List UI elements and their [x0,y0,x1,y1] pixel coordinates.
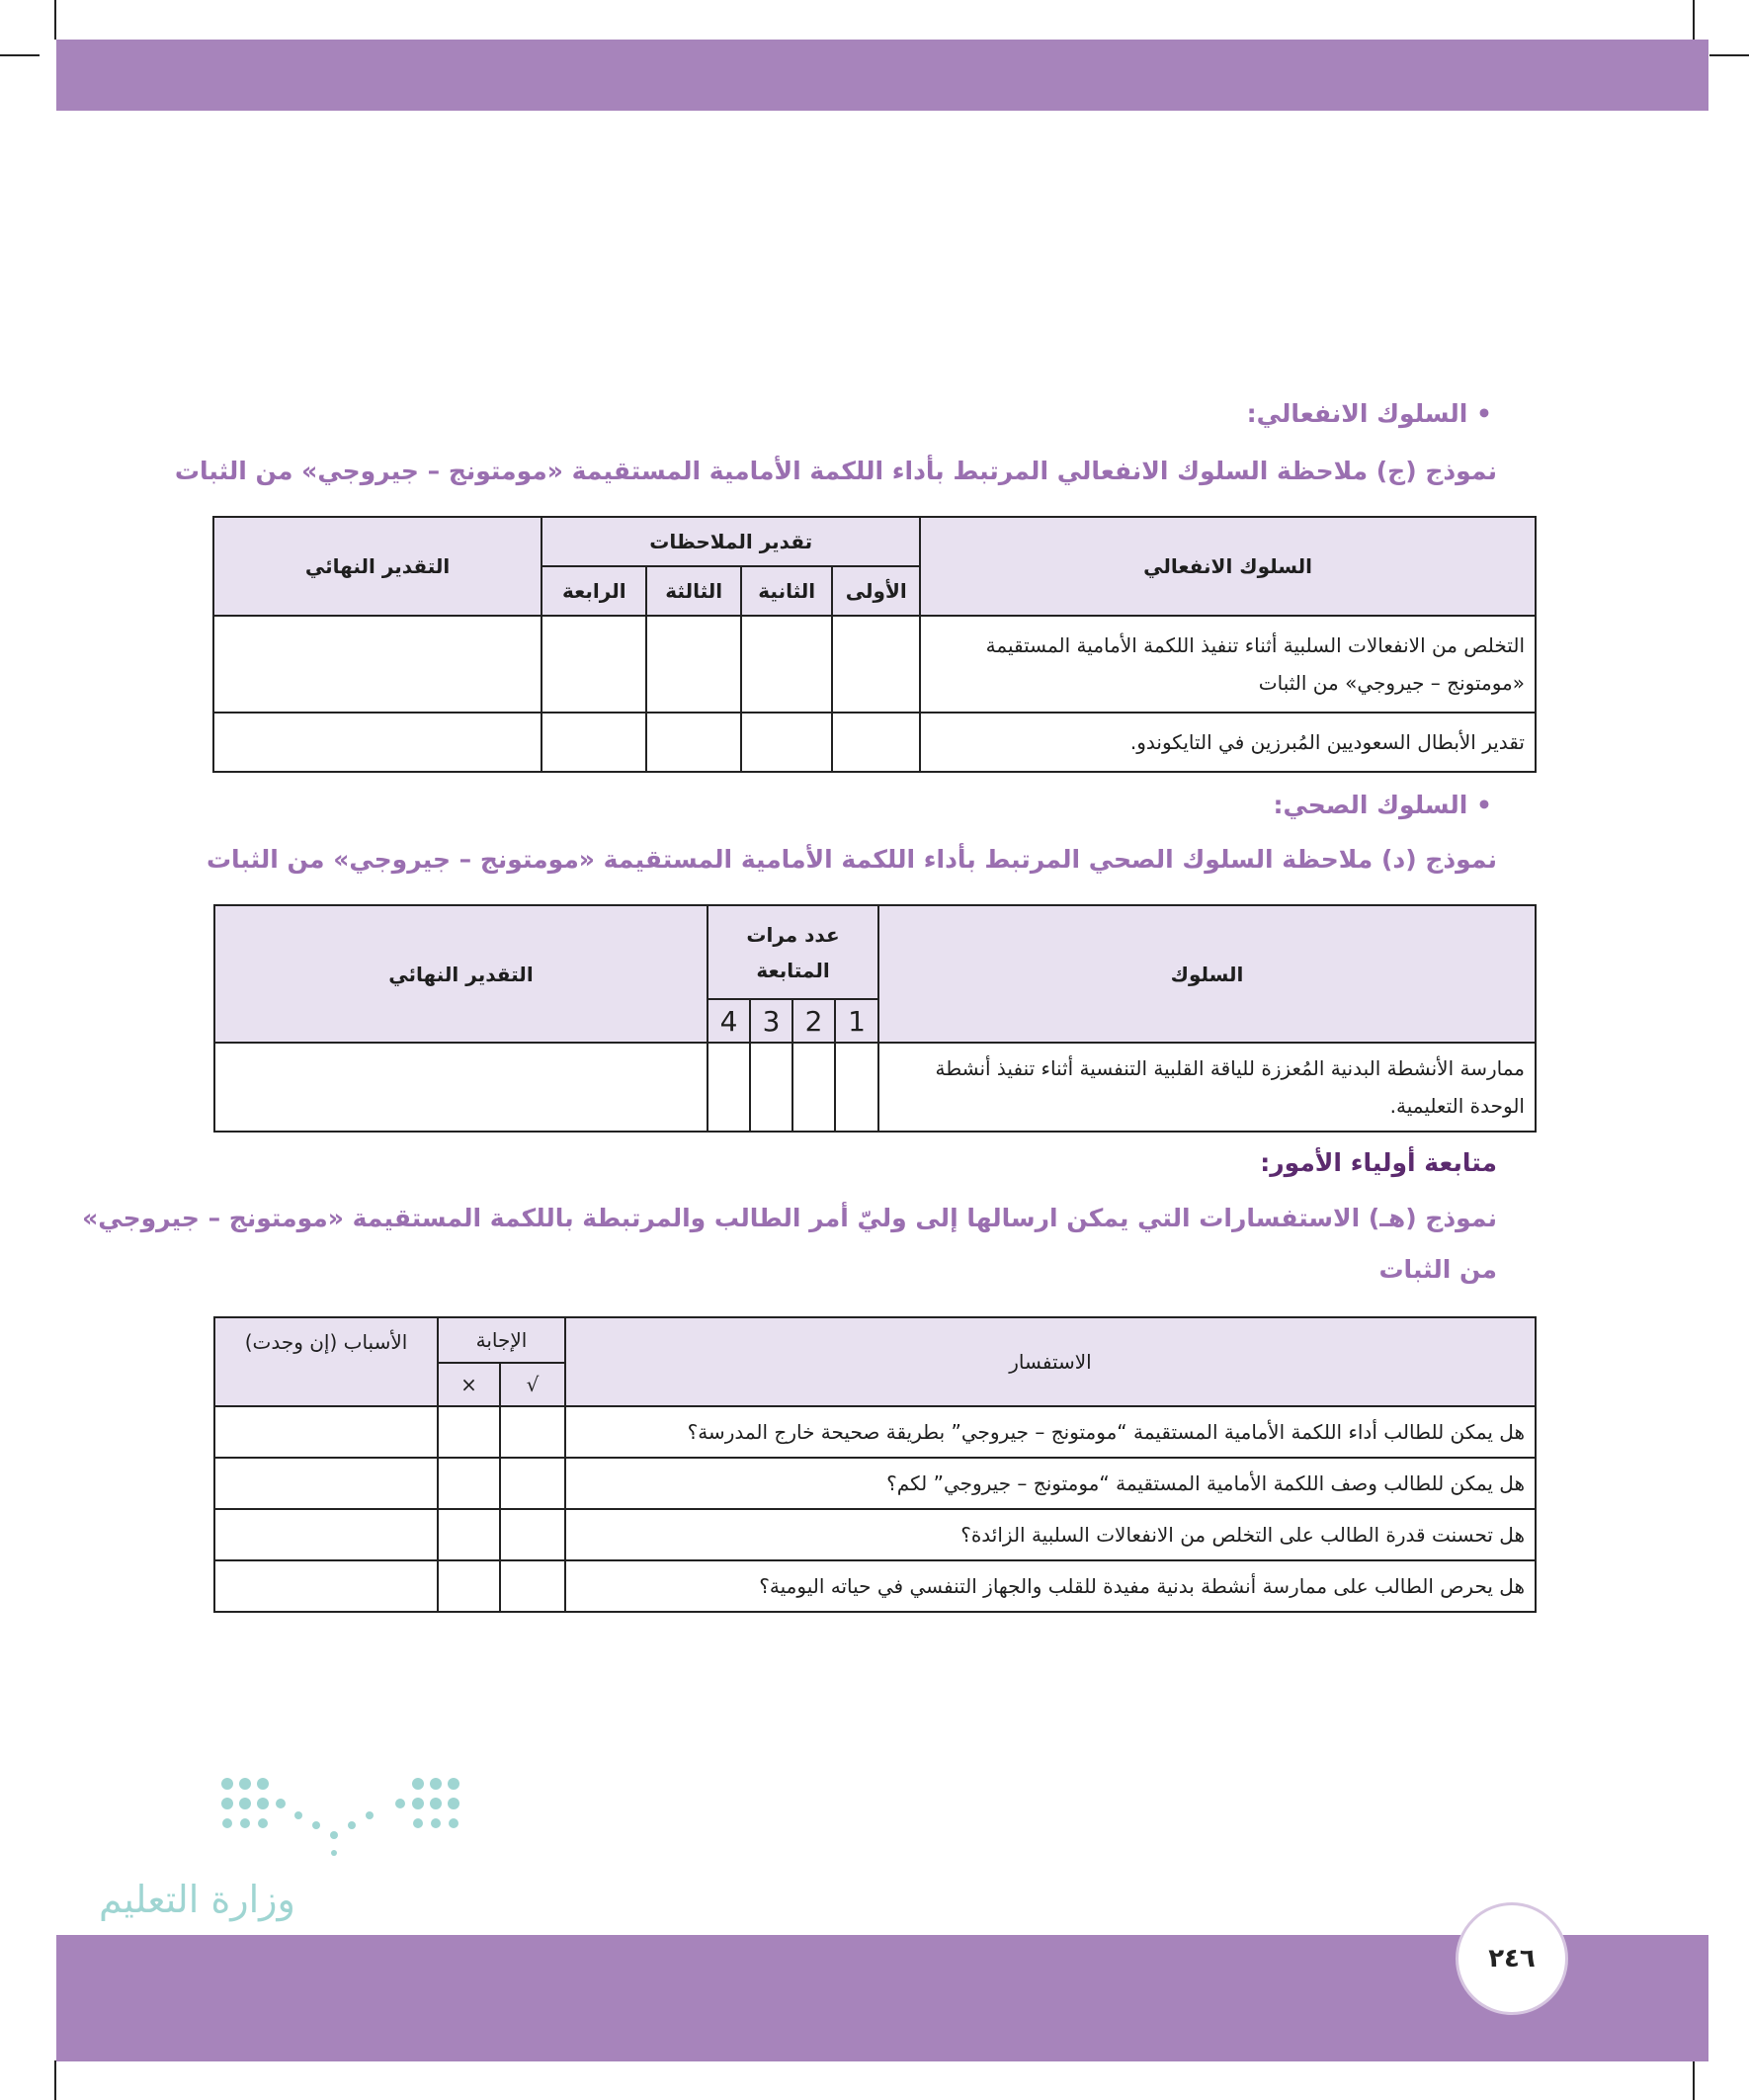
sub-col-header: الثانية [741,566,832,616]
col-header-behavior: السلوك [878,905,1536,1043]
col-header-final: التقدير النهائي [213,517,541,616]
emotional-table [212,516,1537,773]
table-row-text: هل يحرص الطالب على ممارسة أنشطة بدنية مفيدة للقلب والجهاز التنفسي في حياته اليومية؟ [565,1560,1536,1612]
col-header-final: التقدير النهائي [214,905,708,1043]
col-header-reasons: الأسباب (إن وجدت) [214,1317,438,1406]
table-row-text: هل يمكن للطالب أداء اللكمة الأمامية المستقيمة “مومتونج – جيروجي” بطريقة صحيحة خارج المدرسة؟ [565,1406,1536,1458]
top-band [56,40,1708,111]
sub-col-header: الثالثة [646,566,741,616]
table-row-text: التخلص من الانفعالات السلبية أثناء تنفيذ اللكمة الأمامية المستقيمة «مومتونج – جيروجي» من الثبات [920,616,1536,713]
answer-yes-cell[interactable] [500,1458,565,1509]
reasons-cell[interactable] [214,1509,438,1560]
answer-no-cell[interactable] [438,1560,500,1612]
answer-no-cell[interactable] [438,1509,500,1560]
crop-mark [1693,0,1695,40]
rating-cell[interactable] [646,616,741,713]
emotional-model-title: نموذج (ج) ملاحظة السلوك الانفعالي المرتبط بأداء اللكمة الأمامية المستقيمة «مومتونج – جيروجي» من الثبات [174,457,1497,485]
ministry-dots-logo-icon [217,1774,464,1863]
health-bullet: • السلوك الصحي: [1273,791,1492,819]
page-number: ٢٤٦ [1456,1902,1568,2015]
health-model-title: نموذج (د) ملاحظة السلوك الصحي المرتبط بأداء اللكمة الأمامية المستقيمة «مومتونج – جيروجي» من الثبات [206,845,1497,874]
col-header-behavior: السلوك الانفعالي [920,517,1536,616]
sub-col-header: الرابعة [541,566,646,616]
reasons-cell[interactable] [214,1406,438,1458]
crop-mark [1693,2060,1695,2100]
reasons-cell[interactable] [214,1458,438,1509]
count-cell[interactable] [835,1043,878,1132]
col-header-answer: الإجابة [438,1317,565,1363]
sub-col-header-yes: √ [500,1363,565,1406]
answer-yes-cell[interactable] [500,1560,565,1612]
crop-mark [0,54,40,56]
table-row-text: ممارسة الأنشطة البدنية المُعززة للياقة القلبية التنفسية أثناء تنفيذ أنشطة الوحدة التعليمية. [878,1043,1536,1132]
table-row-text: هل تحسنت قدرة الطالب على التخلص من الانفعالات السلبية الزائدة؟ [565,1509,1536,1560]
health-table [213,904,1537,1133]
sub-col-header: 3 [750,999,792,1043]
rating-cell[interactable] [541,713,646,772]
rating-cell[interactable] [541,616,646,713]
parents-model-title-line1: نموذج (هـ) الاستفسارات التي يمكن ارسالها إلى وليّ أمر الطالب والمرتبطة باللكمة المستقيمة «مومتونج – جيروجي» [82,1204,1497,1232]
sub-col-header: 1 [835,999,878,1043]
final-rating-cell[interactable] [214,1043,708,1132]
count-cell[interactable] [750,1043,792,1132]
sub-col-header: 4 [708,999,750,1043]
answer-no-cell[interactable] [438,1406,500,1458]
emotional-bullet: • السلوك الانفعالي: [1246,399,1492,428]
parents-model-title-line2: من الثبات [1378,1255,1497,1284]
count-cell[interactable] [708,1043,750,1132]
parents-heading: متابعة أولياء الأمور: [1260,1148,1497,1177]
rating-cell[interactable] [741,616,832,713]
sub-col-header-no: × [438,1363,500,1406]
count-cell[interactable] [792,1043,835,1132]
reasons-cell[interactable] [214,1560,438,1612]
final-rating-cell[interactable] [213,713,541,772]
crop-mark [54,2060,56,2100]
table-row-text: هل يمكن للطالب وصف اللكمة الأمامية المستقيمة “مومتونج – جيروجي” لكم؟ [565,1458,1536,1509]
answer-no-cell[interactable] [438,1458,500,1509]
answer-yes-cell[interactable] [500,1509,565,1560]
sub-col-header: 2 [792,999,835,1043]
col-header-question: الاستفسار [565,1317,1536,1406]
crop-mark [1709,54,1749,56]
rating-cell[interactable] [741,713,832,772]
final-rating-cell[interactable] [213,616,541,713]
ministry-logo-text: وزارة التعليم [99,1878,295,1921]
parents-table [213,1316,1537,1613]
col-header-rating: تقدير الملاحظات [541,517,920,566]
rating-cell[interactable] [832,616,920,713]
sub-col-header: الأولى [832,566,920,616]
col-header-count: عدد مرات المتابعة [708,905,878,999]
answer-yes-cell[interactable] [500,1406,565,1458]
rating-cell[interactable] [646,713,741,772]
table-row-text: تقدير الأبطال السعوديين المُبرزين في التايكوندو. [920,713,1536,772]
crop-mark [54,0,56,40]
rating-cell[interactable] [832,713,920,772]
